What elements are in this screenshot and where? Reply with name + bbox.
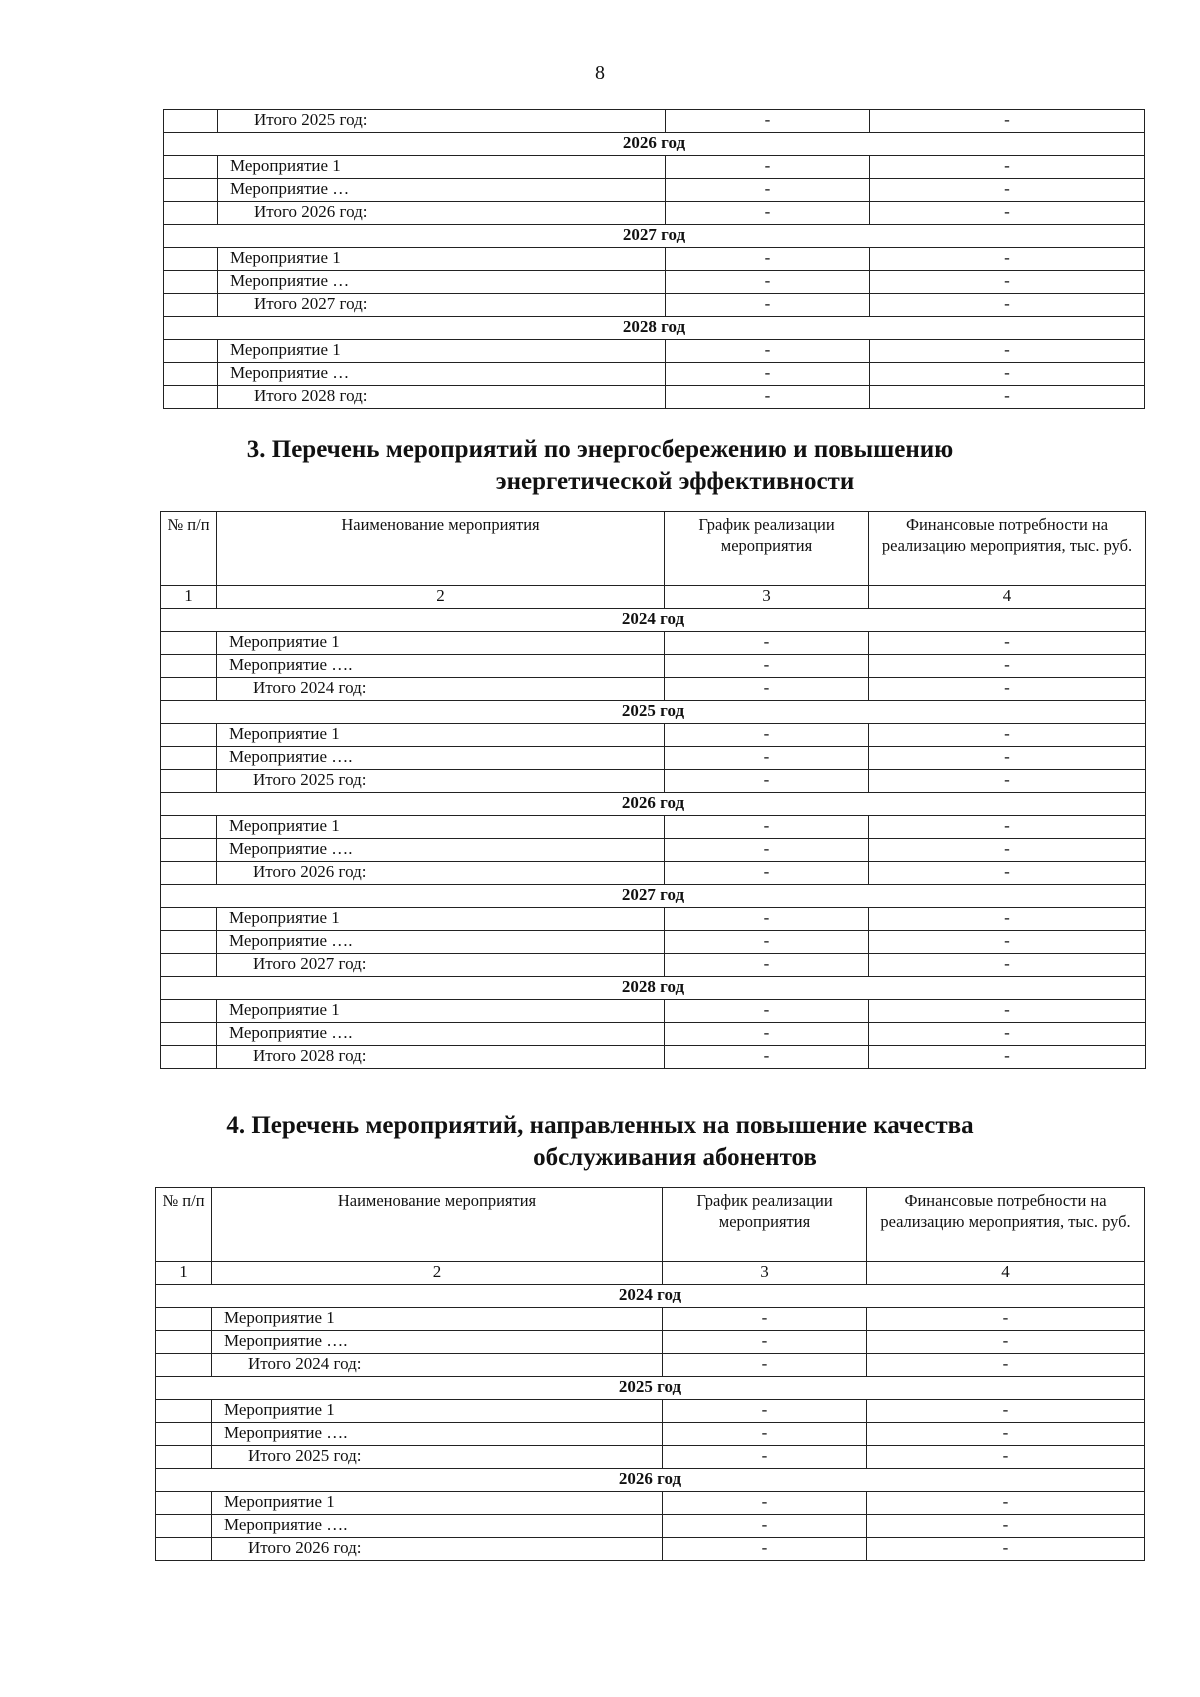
schedule-value: -: [666, 363, 870, 386]
schedule-value: -: [665, 724, 869, 747]
schedule-value: -: [666, 386, 870, 409]
schedule-value: -: [665, 816, 869, 839]
year-heading: 2026 год: [164, 133, 1145, 156]
table-row: [161, 1023, 1146, 1046]
activity-name: Мероприятие …: [218, 179, 666, 202]
finance-value: -: [869, 770, 1146, 793]
row-number-cell: [161, 839, 217, 862]
row-number-cell: [164, 248, 218, 271]
total-label: Итого 2028 год:: [217, 1046, 665, 1069]
header-schedule: График реализации мероприятия: [663, 1188, 867, 1262]
year-row: [164, 133, 1145, 156]
schedule-value: -: [665, 1023, 869, 1046]
schedule-value: -: [665, 678, 869, 701]
finance-value: -: [870, 386, 1145, 409]
table-row: [161, 724, 1146, 747]
schedule-value: -: [665, 954, 869, 977]
activity-name: Мероприятие …: [218, 363, 666, 386]
finance-value: -: [870, 110, 1145, 133]
total-label: Итого 2024 год:: [217, 678, 665, 701]
activity-name: Мероприятие 1: [218, 340, 666, 363]
total-row: [161, 954, 1146, 977]
table-row: [164, 248, 1145, 271]
finance-value: -: [869, 724, 1146, 747]
total-label: Итого 2027 год:: [218, 294, 666, 317]
schedule-value: -: [663, 1400, 867, 1423]
schedule-value: -: [665, 931, 869, 954]
header-number: № п/п: [161, 512, 217, 586]
total-label: Итого 2026 год:: [217, 862, 665, 885]
row-number-cell: [161, 816, 217, 839]
table-row: [156, 1331, 1145, 1354]
year-row: [156, 1469, 1145, 1492]
year-row: [161, 609, 1146, 632]
schedule-value: -: [665, 908, 869, 931]
total-row: [161, 1046, 1146, 1069]
table-row: [164, 340, 1145, 363]
year-row: [161, 793, 1146, 816]
row-number-cell: [161, 1023, 217, 1046]
column-number: 1: [156, 1262, 212, 1285]
table-row: [156, 1515, 1145, 1538]
year-row: [161, 977, 1146, 1000]
year-heading: 2025 год: [161, 701, 1146, 724]
row-number-cell: [156, 1331, 212, 1354]
schedule-value: -: [663, 1423, 867, 1446]
activity-name: Мероприятие ….: [217, 839, 665, 862]
year-heading: 2026 год: [156, 1469, 1145, 1492]
schedule-value: -: [663, 1538, 867, 1561]
table-row: [156, 1400, 1145, 1423]
total-label: Итого 2028 год:: [218, 386, 666, 409]
row-number-cell: [161, 770, 217, 793]
schedule-value: -: [666, 340, 870, 363]
header-name: Наименование мероприятия: [217, 512, 665, 586]
schedule-value: -: [663, 1354, 867, 1377]
table-row: [156, 1492, 1145, 1515]
total-row: [161, 862, 1146, 885]
schedule-value: -: [666, 294, 870, 317]
schedule-value: -: [665, 747, 869, 770]
row-number-cell: [156, 1308, 212, 1331]
row-number-cell: [161, 954, 217, 977]
activity-name: Мероприятие 1: [217, 1000, 665, 1023]
section4-title: [0, 1110, 1200, 1174]
activity-name: Мероприятие 1: [212, 1400, 663, 1423]
table-row: [161, 908, 1146, 931]
row-number-cell: [156, 1515, 212, 1538]
column-number-row: [161, 586, 1146, 609]
finance-value: -: [870, 156, 1145, 179]
year-row: [156, 1377, 1145, 1400]
finance-value: -: [867, 1538, 1145, 1561]
schedule-value: -: [665, 1000, 869, 1023]
table-header-row: [161, 512, 1146, 586]
finance-value: -: [867, 1492, 1145, 1515]
table-row: [161, 747, 1146, 770]
schedule-value: -: [666, 271, 870, 294]
activity-name: Мероприятие ….: [217, 1023, 665, 1046]
activity-name: Мероприятие ….: [217, 931, 665, 954]
finance-value: -: [869, 678, 1146, 701]
total-label: Итого 2026 год:: [218, 202, 666, 225]
total-row: [164, 110, 1145, 133]
section4-title-line1: 4. Перечень мероприятий, направленных на повышение качества: [226, 1112, 974, 1139]
finance-value: -: [867, 1331, 1145, 1354]
total-label: Итого 2024 год:: [212, 1354, 663, 1377]
column-number: 2: [212, 1262, 663, 1285]
table-row: [164, 271, 1145, 294]
year-heading: 2024 год: [161, 609, 1146, 632]
row-number-cell: [164, 386, 218, 409]
finance-value: -: [869, 839, 1146, 862]
schedule-value: -: [663, 1515, 867, 1538]
schedule-value: -: [665, 632, 869, 655]
row-number-cell: [161, 908, 217, 931]
row-number-cell: [164, 156, 218, 179]
activity-name: Мероприятие 1: [218, 156, 666, 179]
activity-name: Мероприятие 1: [217, 908, 665, 931]
row-number-cell: [164, 340, 218, 363]
row-number-cell: [161, 724, 217, 747]
total-row: [161, 770, 1146, 793]
finance-value: -: [870, 294, 1145, 317]
row-number-cell: [156, 1354, 212, 1377]
year-heading: 2025 год: [156, 1377, 1145, 1400]
schedule-value: -: [665, 839, 869, 862]
schedule-value: -: [665, 655, 869, 678]
table-row: [161, 839, 1146, 862]
row-number-cell: [164, 363, 218, 386]
section3-table: [160, 511, 1146, 1069]
schedule-value: -: [666, 248, 870, 271]
schedule-value: -: [665, 862, 869, 885]
header-number: № п/п: [156, 1188, 212, 1262]
activity-name: Мероприятие …: [218, 271, 666, 294]
table-row: [161, 931, 1146, 954]
total-row: [156, 1538, 1145, 1561]
section3-title-line1: 3. Перечень мероприятий по энергосбережению и повышению: [246, 436, 954, 463]
page-number: 8: [595, 62, 605, 84]
row-number-cell: [161, 678, 217, 701]
schedule-value: -: [666, 110, 870, 133]
header-name: Наименование мероприятия: [212, 1188, 663, 1262]
total-row: [164, 294, 1145, 317]
column-number: 3: [663, 1262, 867, 1285]
section3-title-line2: энергетической эффективности: [495, 468, 855, 495]
total-label: Итого 2025 год:: [218, 110, 666, 133]
finance-value: -: [869, 1023, 1146, 1046]
year-row: [164, 317, 1145, 340]
activity-name: Мероприятие ….: [212, 1423, 663, 1446]
column-number: 4: [869, 586, 1146, 609]
finance-value: -: [869, 954, 1146, 977]
activity-name: Мероприятие ….: [217, 655, 665, 678]
schedule-value: -: [663, 1446, 867, 1469]
finance-value: -: [869, 931, 1146, 954]
table-row: [164, 363, 1145, 386]
year-heading: 2027 год: [161, 885, 1146, 908]
finance-value: -: [867, 1515, 1145, 1538]
year-row: [164, 225, 1145, 248]
finance-value: -: [867, 1446, 1145, 1469]
finance-value: -: [869, 655, 1146, 678]
section4-title-line2: обслуживания абонентов: [533, 1144, 817, 1171]
total-row: [164, 202, 1145, 225]
row-number-cell: [161, 931, 217, 954]
finance-value: -: [869, 908, 1146, 931]
table-row: [161, 655, 1146, 678]
year-heading: 2024 год: [156, 1285, 1145, 1308]
section3-title: [0, 434, 1200, 498]
schedule-value: -: [665, 1046, 869, 1069]
table-row: [161, 632, 1146, 655]
column-number: 4: [867, 1262, 1145, 1285]
row-number-cell: [164, 110, 218, 133]
finance-value: -: [869, 632, 1146, 655]
total-label: Итого 2025 год:: [217, 770, 665, 793]
table-row: [164, 156, 1145, 179]
schedule-value: -: [663, 1492, 867, 1515]
table-row: [161, 816, 1146, 839]
finance-value: -: [870, 271, 1145, 294]
year-heading: 2026 год: [161, 793, 1146, 816]
column-number-row: [156, 1262, 1145, 1285]
activity-name: Мероприятие ….: [212, 1515, 663, 1538]
finance-value: -: [869, 1046, 1146, 1069]
finance-value: -: [870, 363, 1145, 386]
row-number-cell: [156, 1423, 212, 1446]
header-finance: Финансовые потребности на реализацию мероприятия, тыс. руб.: [867, 1188, 1145, 1262]
continuation-table: [163, 109, 1145, 409]
finance-value: -: [870, 340, 1145, 363]
row-number-cell: [164, 179, 218, 202]
activity-name: Мероприятие 1: [217, 632, 665, 655]
row-number-cell: [156, 1492, 212, 1515]
column-number: 1: [161, 586, 217, 609]
schedule-value: -: [666, 156, 870, 179]
schedule-value: -: [665, 770, 869, 793]
finance-value: -: [869, 816, 1146, 839]
activity-name: Мероприятие ….: [212, 1331, 663, 1354]
schedule-value: -: [666, 179, 870, 202]
row-number-cell: [161, 655, 217, 678]
finance-value: -: [870, 248, 1145, 271]
row-number-cell: [164, 202, 218, 225]
activity-name: Мероприятие 1: [212, 1308, 663, 1331]
finance-value: -: [867, 1354, 1145, 1377]
schedule-value: -: [663, 1308, 867, 1331]
total-row: [164, 386, 1145, 409]
row-number-cell: [164, 271, 218, 294]
finance-value: -: [870, 179, 1145, 202]
total-row: [156, 1446, 1145, 1469]
year-row: [161, 701, 1146, 724]
row-number-cell: [156, 1400, 212, 1423]
year-heading: 2028 год: [161, 977, 1146, 1000]
year-row: [156, 1285, 1145, 1308]
table-row: [156, 1308, 1145, 1331]
row-number-cell: [161, 1000, 217, 1023]
row-number-cell: [156, 1446, 212, 1469]
row-number-cell: [161, 862, 217, 885]
activity-name: Мероприятие 1: [218, 248, 666, 271]
column-number: 2: [217, 586, 665, 609]
section4-table: [155, 1187, 1145, 1561]
activity-name: Мероприятие 1: [212, 1492, 663, 1515]
row-number-cell: [161, 747, 217, 770]
table-header-row: [156, 1188, 1145, 1262]
year-heading: 2028 год: [164, 317, 1145, 340]
total-label: Итого 2027 год:: [217, 954, 665, 977]
finance-value: -: [869, 1000, 1146, 1023]
total-row: [161, 678, 1146, 701]
header-schedule: График реализации мероприятия: [665, 512, 869, 586]
total-label: Итого 2026 год:: [212, 1538, 663, 1561]
finance-value: -: [869, 747, 1146, 770]
total-label: Итого 2025 год:: [212, 1446, 663, 1469]
row-number-cell: [161, 632, 217, 655]
table-row: [164, 179, 1145, 202]
table-row: [156, 1423, 1145, 1446]
total-row: [156, 1354, 1145, 1377]
row-number-cell: [156, 1538, 212, 1561]
row-number-cell: [164, 294, 218, 317]
activity-name: Мероприятие 1: [217, 724, 665, 747]
activity-name: Мероприятие 1: [217, 816, 665, 839]
finance-value: -: [870, 202, 1145, 225]
finance-value: -: [867, 1400, 1145, 1423]
finance-value: -: [867, 1308, 1145, 1331]
column-number: 3: [665, 586, 869, 609]
row-number-cell: [161, 1046, 217, 1069]
year-row: [161, 885, 1146, 908]
table-row: [161, 1000, 1146, 1023]
schedule-value: -: [663, 1331, 867, 1354]
activity-name: Мероприятие ….: [217, 747, 665, 770]
header-finance: Финансовые потребности на реализацию мероприятия, тыс. руб.: [869, 512, 1146, 586]
year-heading: 2027 год: [164, 225, 1145, 248]
schedule-value: -: [666, 202, 870, 225]
finance-value: -: [867, 1423, 1145, 1446]
finance-value: -: [869, 862, 1146, 885]
